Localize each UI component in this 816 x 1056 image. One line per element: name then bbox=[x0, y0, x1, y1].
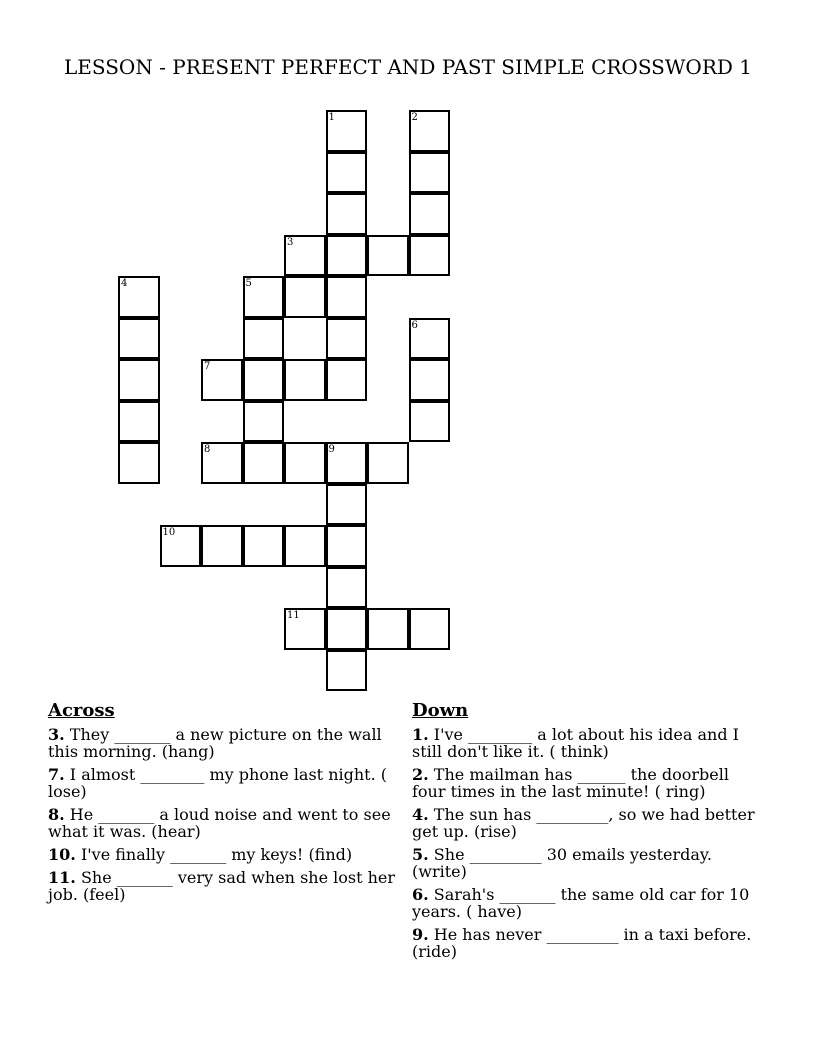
grid-cell[interactable] bbox=[409, 235, 451, 277]
grid-cell[interactable] bbox=[201, 525, 243, 567]
cell-number: 10 bbox=[162, 527, 176, 538]
grid-cell[interactable] bbox=[326, 650, 368, 692]
cell-number: 1 bbox=[328, 112, 335, 123]
across-clue-list bbox=[48, 726, 398, 903]
cell-number: 5 bbox=[245, 278, 252, 289]
clue-across-8 bbox=[48, 806, 398, 840]
clue-text: I almost ________ my phone last night. ( lose) bbox=[48, 765, 388, 801]
clue-down-9 bbox=[412, 926, 762, 960]
clue-down-4 bbox=[412, 806, 762, 840]
grid-cell[interactable] bbox=[243, 401, 285, 443]
grid-cell-6[interactable] bbox=[409, 318, 451, 360]
grid-cell[interactable] bbox=[326, 235, 368, 277]
clue-across-11 bbox=[48, 869, 398, 903]
page-title: LESSON - PRESENT PERFECT AND PAST SIMPLE CROSSWORD 1 bbox=[63, 55, 753, 79]
grid-cell-9[interactable] bbox=[326, 442, 368, 484]
grid-cell-2[interactable] bbox=[409, 110, 451, 152]
clue-number: 8. bbox=[48, 805, 65, 824]
clue-text: The sun has _________, so we had better get up. (rise) bbox=[412, 805, 755, 841]
clue-number: 10. bbox=[48, 845, 76, 864]
clue-number: 4. bbox=[412, 805, 429, 824]
clue-number: 11. bbox=[48, 868, 76, 887]
cell-number: 7 bbox=[204, 361, 211, 372]
cell-number: 9 bbox=[328, 444, 335, 455]
grid-cell[interactable] bbox=[326, 318, 368, 360]
grid-cell[interactable] bbox=[326, 484, 368, 526]
grid-cell[interactable] bbox=[326, 359, 368, 401]
clue-text: Sarah's _______ the same old car for 10 years. ( have) bbox=[412, 885, 750, 921]
grid-cell[interactable] bbox=[409, 359, 451, 401]
grid-cell[interactable] bbox=[326, 193, 368, 235]
grid-cell-10[interactable] bbox=[160, 525, 202, 567]
down-clues bbox=[412, 701, 762, 966]
cell-number: 11 bbox=[287, 610, 300, 621]
grid-cell[interactable] bbox=[367, 608, 409, 650]
grid-cell[interactable] bbox=[409, 401, 451, 443]
clue-number: 6. bbox=[412, 885, 429, 904]
clue-number: 3. bbox=[48, 725, 65, 744]
cell-number: 2 bbox=[411, 112, 418, 123]
grid-cell-11[interactable] bbox=[284, 608, 326, 650]
clue-text: He has never _________ in a taxi before. (ride) bbox=[412, 925, 752, 961]
grid-cell[interactable] bbox=[243, 442, 285, 484]
grid-cell[interactable] bbox=[326, 152, 368, 194]
grid-cell[interactable] bbox=[118, 401, 160, 443]
across-clues bbox=[48, 701, 398, 909]
grid-cell[interactable] bbox=[367, 235, 409, 277]
clue-text: I've finally _______ my keys! (find) bbox=[80, 845, 353, 864]
clue-number: 7. bbox=[48, 765, 65, 784]
clue-number: 5. bbox=[412, 845, 429, 864]
grid-cell[interactable] bbox=[326, 608, 368, 650]
clue-text: She _______ very sad when she lost her job. (feel) bbox=[48, 868, 396, 904]
grid-cell[interactable] bbox=[284, 359, 326, 401]
cell-number: 4 bbox=[121, 278, 128, 289]
clue-down-5 bbox=[412, 846, 762, 880]
grid-cell[interactable] bbox=[243, 359, 285, 401]
clue-down-2 bbox=[412, 766, 762, 800]
grid-cell-4[interactable] bbox=[118, 276, 160, 318]
clue-number: 1. bbox=[412, 725, 429, 744]
grid-cell[interactable] bbox=[409, 608, 451, 650]
grid-cell[interactable] bbox=[284, 525, 326, 567]
clue-across-7 bbox=[48, 766, 398, 800]
grid-cell[interactable] bbox=[284, 276, 326, 318]
grid-cell[interactable] bbox=[243, 318, 285, 360]
grid-cell[interactable] bbox=[118, 359, 160, 401]
grid-cell[interactable] bbox=[409, 193, 451, 235]
grid-cell[interactable] bbox=[284, 442, 326, 484]
cell-number: 3 bbox=[287, 236, 294, 248]
clue-text: The mailman has ______ the doorbell four times in the last minute! ( ring) bbox=[412, 765, 729, 801]
clue-number: 2. bbox=[412, 765, 429, 784]
grid-cell[interactable] bbox=[326, 567, 368, 609]
down-clue-list bbox=[412, 726, 762, 960]
grid-cell[interactable] bbox=[409, 152, 451, 194]
grid-cell[interactable] bbox=[326, 525, 368, 567]
clue-text: She _________ 30 emails yesterday. (write) bbox=[412, 845, 712, 881]
grid-cell[interactable] bbox=[326, 276, 368, 318]
grid-cell-1[interactable] bbox=[326, 110, 368, 152]
grid-cell-5[interactable] bbox=[243, 276, 285, 318]
grid-cell-3[interactable] bbox=[284, 235, 326, 277]
clue-number: 9. bbox=[412, 925, 429, 944]
grid-cell-7[interactable] bbox=[201, 359, 243, 401]
cell-number: 8 bbox=[204, 444, 211, 455]
across-heading: Across bbox=[48, 700, 115, 721]
grid-cell[interactable] bbox=[243, 525, 285, 567]
grid-cell[interactable] bbox=[118, 442, 160, 484]
grid-cell[interactable] bbox=[118, 318, 160, 360]
clue-text: They _______ a new picture on the wall this morning. (hang) bbox=[48, 725, 382, 761]
clue-text: I've ________ a lot about his idea and I still don't like it. ( think) bbox=[412, 725, 739, 761]
grid-cell-8[interactable] bbox=[201, 442, 243, 484]
clue-down-6 bbox=[412, 886, 762, 920]
down-heading: Down bbox=[412, 700, 469, 721]
clue-across-3 bbox=[48, 726, 398, 760]
clue-down-1 bbox=[412, 726, 762, 760]
grid-cell[interactable] bbox=[367, 442, 409, 484]
clue-across-10 bbox=[48, 846, 398, 863]
cell-number: 6 bbox=[411, 319, 418, 331]
clue-text: He _______ a loud noise and went to see what it was. (hear) bbox=[48, 805, 391, 841]
